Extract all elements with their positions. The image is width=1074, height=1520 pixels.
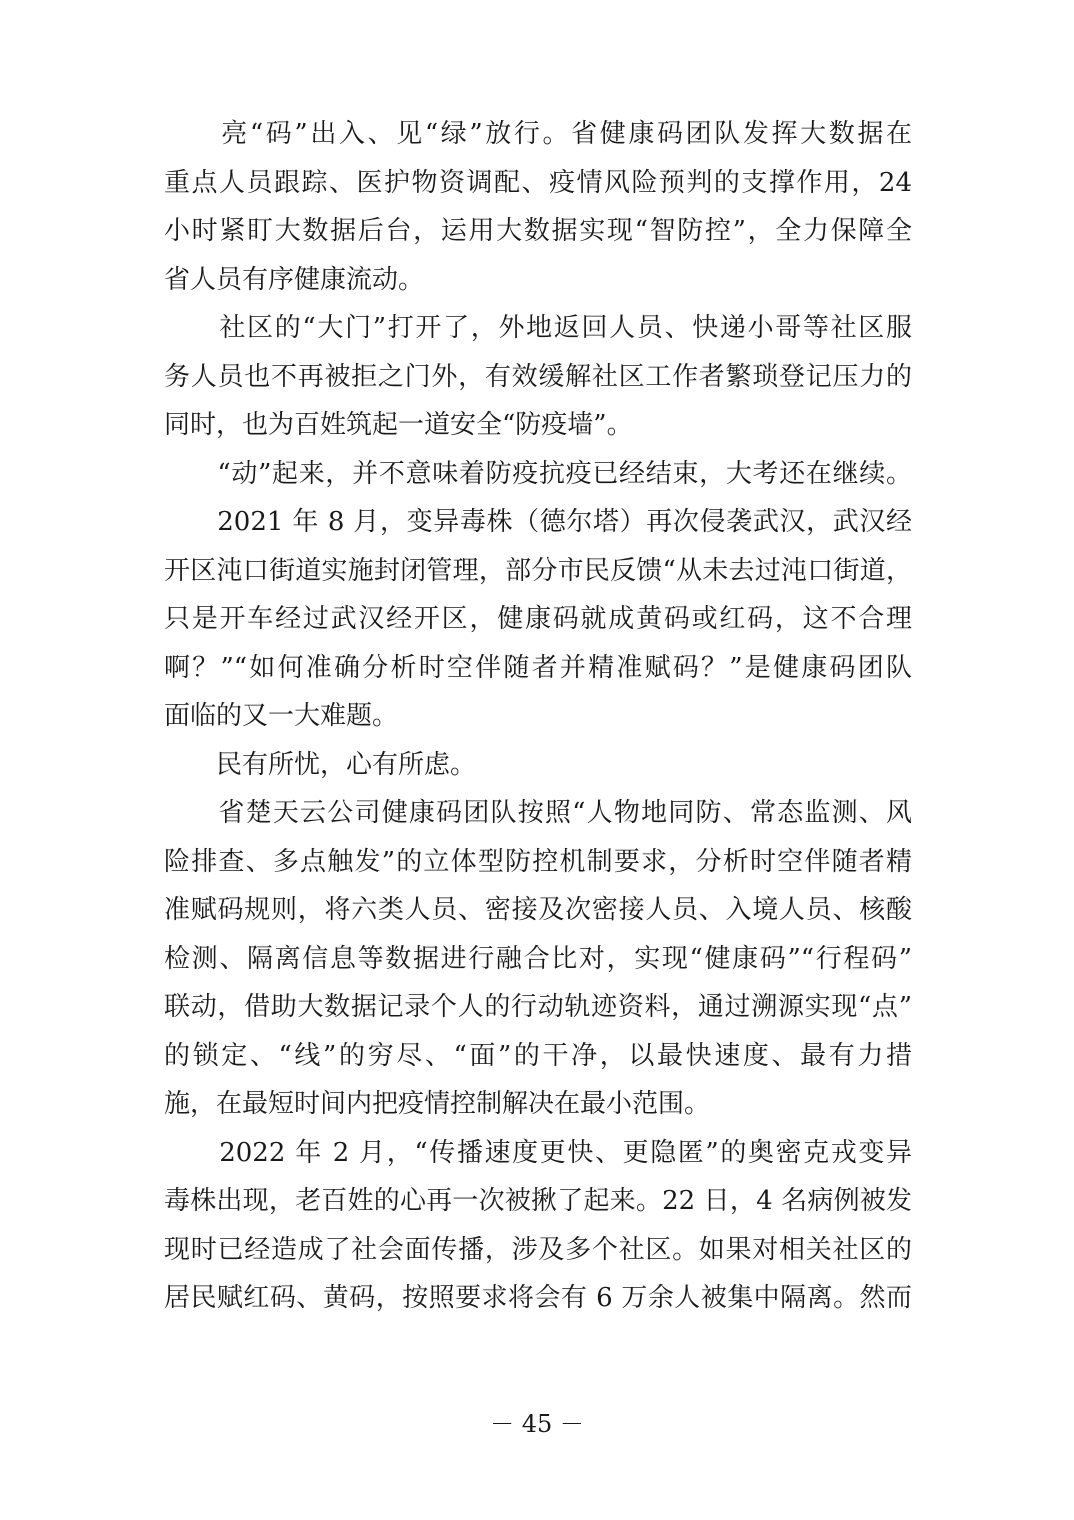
text-line: 2022 年 2 月，“传播速度更快、更隐匿”的奥密克戎变异 xyxy=(164,1137,912,1168)
text-line: 重点人员跟踪、医护物资调配、疫情风险预判的支撑作用，24 xyxy=(164,167,912,198)
text-line: 亮“码”出入、见“绿”放行。省健康码团队发挥大数据在 xyxy=(164,119,912,149)
text-line: 面临的又一大难题。 xyxy=(164,701,399,731)
text-line: 省人员有序健康流动。 xyxy=(164,264,425,295)
page-number: － 45 － xyxy=(490,1410,584,1438)
body-text xyxy=(164,110,912,1323)
text-line: 居民赋红码、黄码，按照要求将会有 6 万余人被集中隔离。然而 xyxy=(164,1283,912,1313)
text-line: 险排查、多点触发”的立体型防控机制要求，分析时空伴随者精 xyxy=(164,846,912,877)
text-line: 同时，也为百姓筑起一道安全“防疫墙”。 xyxy=(164,410,633,440)
text-line: 的锁定、“线”的穷尽、“面”的干净，以最快速度、最有力措 xyxy=(164,1040,912,1071)
text-line: 毒株出现，老百姓的心再一次被揪了起来。22 日，4 名病例被发 xyxy=(164,1186,912,1216)
text-line: 2021 年 8 月，变异毒株（德尔塔）再次侵袭武汉，武汉经 xyxy=(164,507,912,537)
text-line: 省楚天云公司健康码团队按照“人物地同防、常态监测、风 xyxy=(164,798,912,828)
text-line: 施，在最短时间内把疫情控制解决在最小范围。 xyxy=(164,1089,711,1119)
text-line: 务人员也不再被拒之门外，有效缓解社区工作者繁琐登记压力的 xyxy=(164,361,912,392)
text-line: 民有所忧，心有所虑。 xyxy=(164,749,477,780)
text-line: 联动，借助大数据记录个人的行动轨迹资料，通过溯源实现“点” xyxy=(164,992,912,1022)
text-line: 准赋码规则，将六类人员、密接及次密接人员、入境人员、核酸 xyxy=(164,895,912,925)
text-line: 社区的“大门”打开了，外地返回人员、快递小哥等社区服 xyxy=(164,313,912,343)
text-line: 现时已经造成了社会面传播，涉及多个社区。如果对相关社区的 xyxy=(164,1234,912,1265)
text-line: 只是开车经过武汉经开区，健康码就成黄码或红码，这不合理 xyxy=(164,604,912,634)
text-line: “动”起来，并不意味着防疫抗疫已经结束，大考还在继续。 xyxy=(164,458,912,489)
text-line: 检测、隔离信息等数据进行融合比对，实现“健康码”“行程码” xyxy=(164,943,912,974)
text-line: 小时紧盯大数据后台，运用大数据实现“智防控”，全力保障全 xyxy=(164,216,912,246)
text-line: 开区沌口街道实施封闭管理，部分市民反馈“从未去过沌口街道， xyxy=(164,555,912,586)
text-line: 啊？”“如何准确分析时空伴随者并精准赋码？”是健康码团队 xyxy=(164,652,912,683)
